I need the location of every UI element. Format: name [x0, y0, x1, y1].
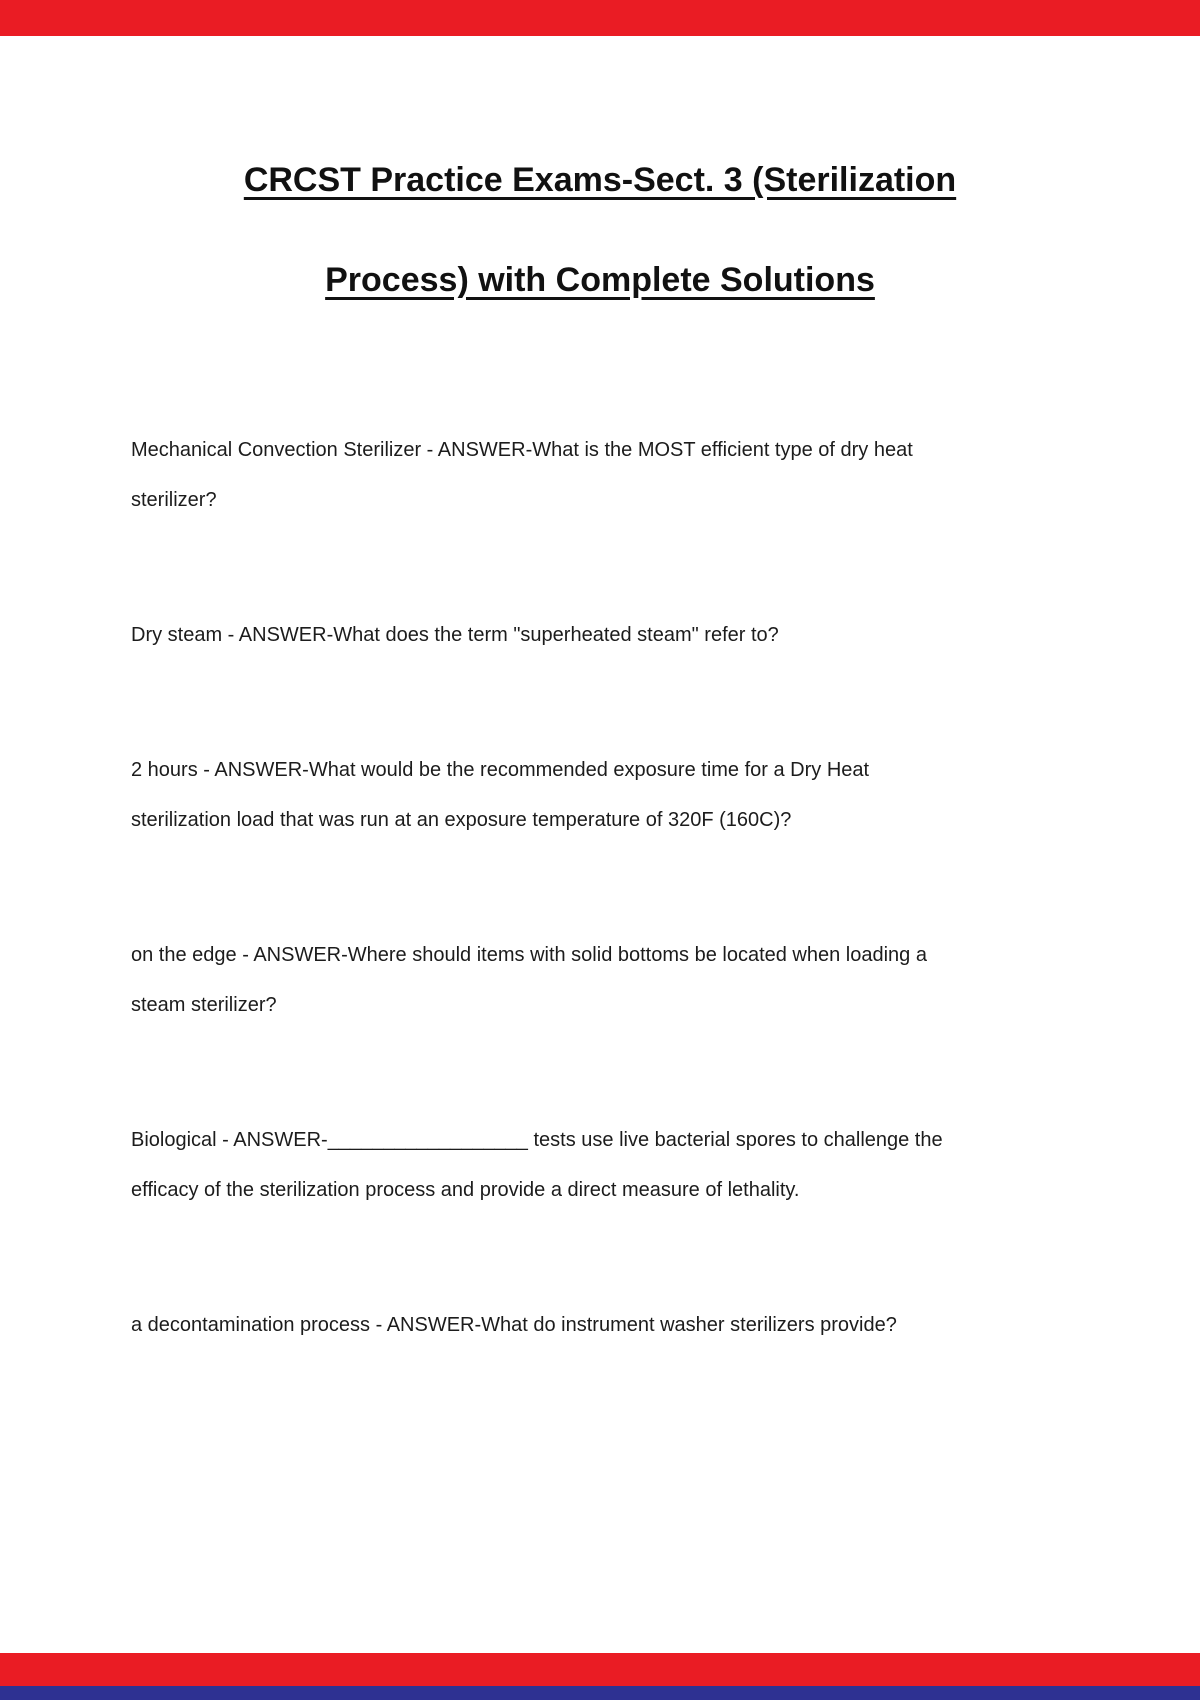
qa-paragraph: Dry steam - ANSWER-What does the term "superheated steam" refer to?	[131, 624, 779, 646]
bottom-accent-bar-blue	[0, 1686, 1200, 1700]
document-content	[0, 130, 1200, 1350]
page-title-line-1: CRCST Practice Exams-Sect. 3 (Sterilization	[243, 161, 957, 199]
bottom-accent-bar-red	[0, 1653, 1200, 1686]
qa-paragraph: a decontamination process - ANSWER-What do instrument washer sterilizers provide?	[131, 1314, 897, 1336]
page-title	[131, 130, 1069, 330]
qa-paragraph: Mechanical Convection Sterilizer - ANSWER-What is the MOST efficient type of dry heat sterilizer?	[131, 439, 913, 511]
qa-paragraph: on the edge - ANSWER-Where should items with solid bottoms be located when loading a steam sterilizer?	[131, 944, 927, 1016]
page-title-line-2: Process) with Complete Solutions	[325, 261, 875, 299]
top-accent-bar	[0, 0, 1200, 36]
qa-paragraph: Biological - ANSWER-__________________ tests use live bacterial spores to challenge the efficacy of the sterilization process and provide a direct measure of lethality.	[131, 1129, 943, 1201]
qa-paragraph: 2 hours - ANSWER-What would be the recommended exposure time for a Dry Heat sterilization load that was run at an exposure temperature of 320F (160C)?	[131, 759, 870, 831]
